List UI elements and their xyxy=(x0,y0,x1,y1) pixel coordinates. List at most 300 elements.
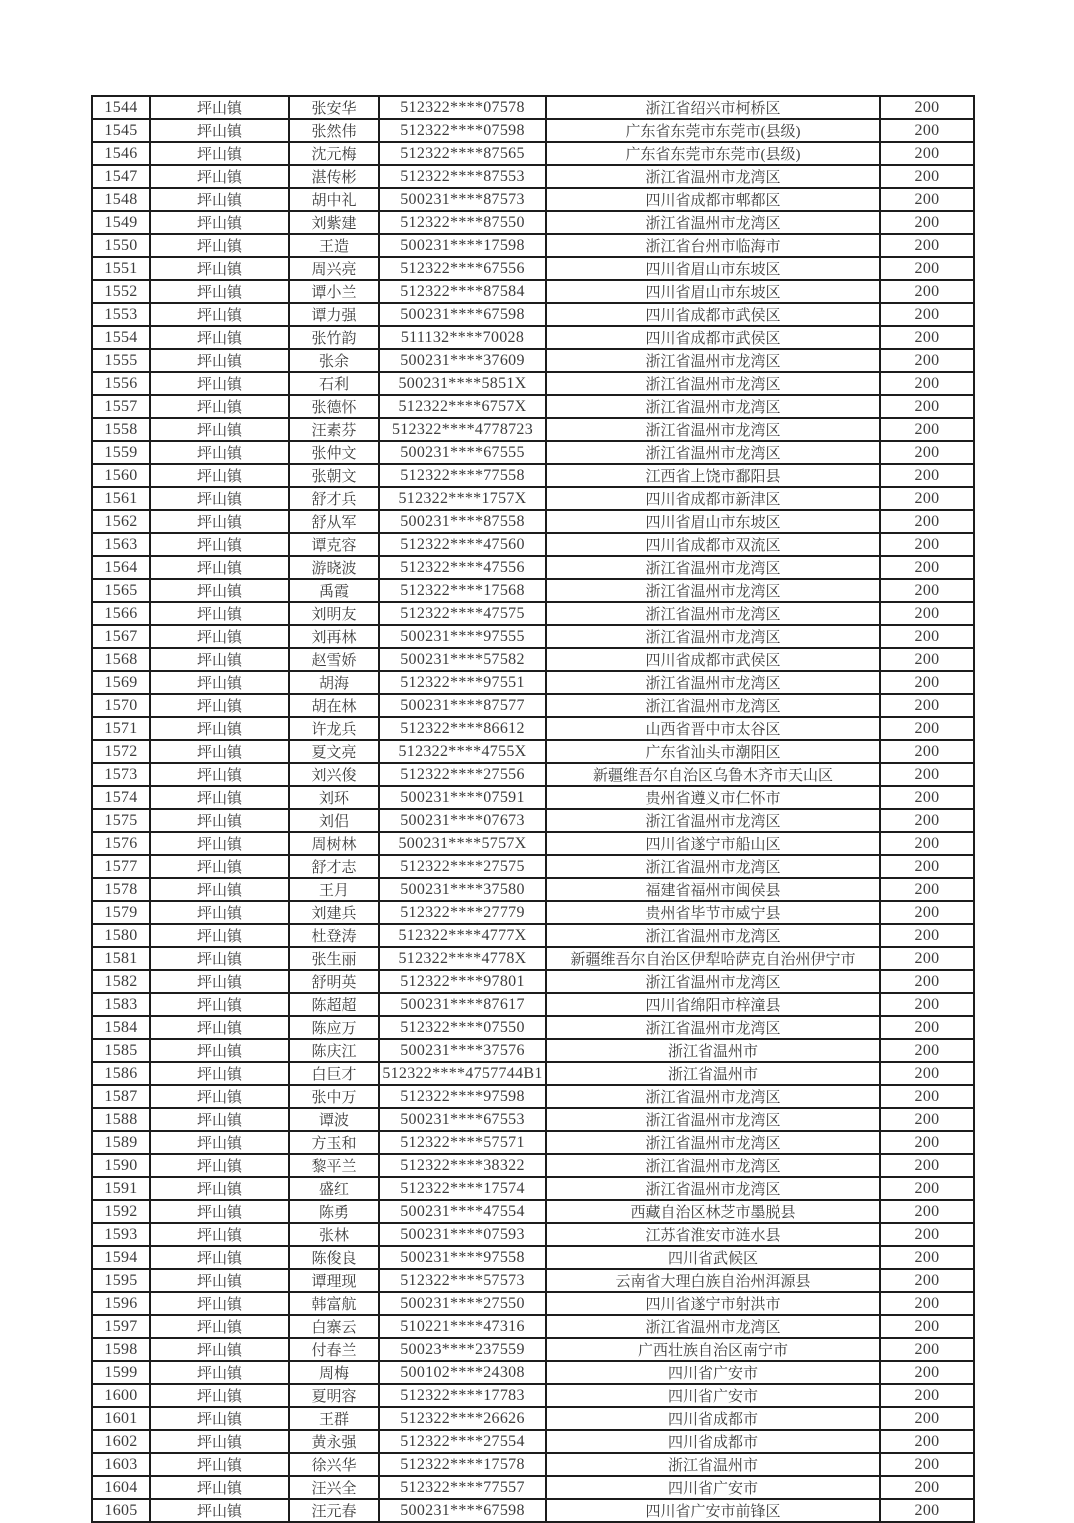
id-masked-cell: 500231****87577 xyxy=(380,695,547,718)
amount-cell: 200 xyxy=(881,856,975,879)
table-row xyxy=(91,304,975,327)
location-cell: 浙江省温州市龙湾区 xyxy=(547,672,881,695)
id-masked-cell: 512322****38322 xyxy=(380,1155,547,1178)
town-cell: 坪山镇 xyxy=(151,580,290,603)
amount-cell: 200 xyxy=(881,1063,975,1086)
id-masked-cell: 512322****4777X xyxy=(380,925,547,948)
serial-number-cell: 1546 xyxy=(91,143,151,166)
amount-cell: 200 xyxy=(881,534,975,557)
table-row xyxy=(91,1477,975,1500)
amount-cell: 200 xyxy=(881,718,975,741)
town-cell: 坪山镇 xyxy=(151,1431,290,1454)
id-masked-cell: 512322****47560 xyxy=(380,534,547,557)
table-row xyxy=(91,1385,975,1408)
serial-number-cell: 1572 xyxy=(91,741,151,764)
town-cell: 坪山镇 xyxy=(151,902,290,925)
amount-cell: 200 xyxy=(881,235,975,258)
id-masked-cell: 512322****87553 xyxy=(380,166,547,189)
serial-number-cell: 1596 xyxy=(91,1293,151,1316)
table-row xyxy=(91,1224,975,1247)
location-cell: 四川省成都市武侯区 xyxy=(547,327,881,350)
person-name-cell: 张朝文 xyxy=(290,465,380,488)
table-row xyxy=(91,603,975,626)
town-cell: 坪山镇 xyxy=(151,95,290,120)
amount-cell: 200 xyxy=(881,1040,975,1063)
location-cell: 四川省广安市 xyxy=(547,1362,881,1385)
location-cell: 浙江省温州市龙湾区 xyxy=(547,442,881,465)
person-name-cell: 白巨才 xyxy=(290,1063,380,1086)
location-cell: 四川省成都市 xyxy=(547,1431,881,1454)
id-masked-cell: 500231****5851X xyxy=(380,373,547,396)
id-masked-cell: 500231****87573 xyxy=(380,189,547,212)
location-cell: 四川省广安市前锋区 xyxy=(547,1500,881,1523)
person-name-cell: 谭克容 xyxy=(290,534,380,557)
id-masked-cell: 500231****87558 xyxy=(380,511,547,534)
serial-number-cell: 1589 xyxy=(91,1132,151,1155)
location-cell: 四川省成都市郫都区 xyxy=(547,189,881,212)
id-masked-cell: 512322****4755X xyxy=(380,741,547,764)
person-name-cell: 张安华 xyxy=(290,95,380,120)
person-name-cell: 韩富航 xyxy=(290,1293,380,1316)
id-masked-cell: 512322****77557 xyxy=(380,1477,547,1500)
location-cell: 山西省晋中市太谷区 xyxy=(547,718,881,741)
location-cell: 四川省眉山市东坡区 xyxy=(547,281,881,304)
location-cell: 浙江省温州市龙湾区 xyxy=(547,350,881,373)
serial-number-cell: 1591 xyxy=(91,1178,151,1201)
town-cell: 坪山镇 xyxy=(151,1224,290,1247)
amount-cell: 200 xyxy=(881,787,975,810)
id-masked-cell: 512322****17568 xyxy=(380,580,547,603)
id-masked-cell: 512322****26626 xyxy=(380,1408,547,1431)
table-row xyxy=(91,511,975,534)
town-cell: 坪山镇 xyxy=(151,143,290,166)
serial-number-cell: 1588 xyxy=(91,1109,151,1132)
table-row xyxy=(91,534,975,557)
serial-number-cell: 1563 xyxy=(91,534,151,557)
amount-cell: 200 xyxy=(881,1109,975,1132)
table-row xyxy=(91,258,975,281)
location-cell: 浙江省温州市龙湾区 xyxy=(547,166,881,189)
amount-cell: 200 xyxy=(881,511,975,534)
table-row xyxy=(91,120,975,143)
amount-cell: 200 xyxy=(881,1132,975,1155)
id-masked-cell: 500231****87617 xyxy=(380,994,547,1017)
person-name-cell: 方玉和 xyxy=(290,1132,380,1155)
location-cell: 浙江省温州市龙湾区 xyxy=(547,396,881,419)
serial-number-cell: 1604 xyxy=(91,1477,151,1500)
id-masked-cell: 512322****27779 xyxy=(380,902,547,925)
town-cell: 坪山镇 xyxy=(151,695,290,718)
table-row xyxy=(91,1132,975,1155)
location-cell: 浙江省温州市龙湾区 xyxy=(547,1316,881,1339)
id-masked-cell: 500231****67598 xyxy=(380,1500,547,1523)
person-name-cell: 陈超超 xyxy=(290,994,380,1017)
id-masked-cell: 500231****37609 xyxy=(380,350,547,373)
location-cell: 浙江省温州市 xyxy=(547,1063,881,1086)
serial-number-cell: 1602 xyxy=(91,1431,151,1454)
town-cell: 坪山镇 xyxy=(151,534,290,557)
id-masked-cell: 500231****57582 xyxy=(380,649,547,672)
amount-cell: 200 xyxy=(881,626,975,649)
town-cell: 坪山镇 xyxy=(151,787,290,810)
serial-number-cell: 1587 xyxy=(91,1086,151,1109)
amount-cell: 200 xyxy=(881,810,975,833)
person-name-cell: 陈应万 xyxy=(290,1017,380,1040)
id-masked-cell: 512322****4757744B1 xyxy=(380,1063,547,1086)
town-cell: 坪山镇 xyxy=(151,1500,290,1523)
serial-number-cell: 1552 xyxy=(91,281,151,304)
town-cell: 坪山镇 xyxy=(151,1454,290,1477)
person-name-cell: 张余 xyxy=(290,350,380,373)
amount-cell: 200 xyxy=(881,350,975,373)
person-name-cell: 王群 xyxy=(290,1408,380,1431)
table-row xyxy=(91,1431,975,1454)
person-name-cell: 湛传彬 xyxy=(290,166,380,189)
location-cell: 江西省上饶市鄱阳县 xyxy=(547,465,881,488)
person-name-cell: 谭力强 xyxy=(290,304,380,327)
town-cell: 坪山镇 xyxy=(151,189,290,212)
table-row xyxy=(91,1086,975,1109)
location-cell: 浙江省温州市龙湾区 xyxy=(547,557,881,580)
person-name-cell: 刘建兵 xyxy=(290,902,380,925)
location-cell: 浙江省温州市龙湾区 xyxy=(547,1132,881,1155)
table-row xyxy=(91,1201,975,1224)
table-row xyxy=(91,327,975,350)
amount-cell: 200 xyxy=(881,166,975,189)
amount-cell: 200 xyxy=(881,879,975,902)
serial-number-cell: 1557 xyxy=(91,396,151,419)
location-cell: 云南省大理白族自治州洱源县 xyxy=(547,1270,881,1293)
serial-number-cell: 1593 xyxy=(91,1224,151,1247)
serial-number-cell: 1603 xyxy=(91,1454,151,1477)
serial-number-cell: 1594 xyxy=(91,1247,151,1270)
person-name-cell: 赵雪娇 xyxy=(290,649,380,672)
amount-cell: 200 xyxy=(881,1293,975,1316)
serial-number-cell: 1560 xyxy=(91,465,151,488)
amount-cell: 200 xyxy=(881,120,975,143)
id-masked-cell: 512322****47575 xyxy=(380,603,547,626)
person-name-cell: 张林 xyxy=(290,1224,380,1247)
table-row xyxy=(91,1293,975,1316)
person-name-cell: 陈庆江 xyxy=(290,1040,380,1063)
town-cell: 坪山镇 xyxy=(151,1247,290,1270)
serial-number-cell: 1547 xyxy=(91,166,151,189)
amount-cell: 200 xyxy=(881,603,975,626)
table-row xyxy=(91,948,975,971)
amount-cell: 200 xyxy=(881,695,975,718)
id-masked-cell: 512322****57573 xyxy=(380,1270,547,1293)
table-row xyxy=(91,718,975,741)
id-masked-cell: 512322****07598 xyxy=(380,120,547,143)
person-name-cell: 黄永强 xyxy=(290,1431,380,1454)
table-row xyxy=(91,1109,975,1132)
serial-number-cell: 1578 xyxy=(91,879,151,902)
amount-cell: 200 xyxy=(881,833,975,856)
serial-number-cell: 1582 xyxy=(91,971,151,994)
town-cell: 坪山镇 xyxy=(151,1477,290,1500)
town-cell: 坪山镇 xyxy=(151,350,290,373)
location-cell: 浙江省温州市龙湾区 xyxy=(547,1086,881,1109)
table-row xyxy=(91,1339,975,1362)
id-masked-cell: 512322****07550 xyxy=(380,1017,547,1040)
id-masked-cell: 500231****27550 xyxy=(380,1293,547,1316)
amount-cell: 200 xyxy=(881,1155,975,1178)
town-cell: 坪山镇 xyxy=(151,327,290,350)
location-cell: 四川省成都市新津区 xyxy=(547,488,881,511)
serial-number-cell: 1573 xyxy=(91,764,151,787)
roster-table-body xyxy=(91,95,975,1523)
town-cell: 坪山镇 xyxy=(151,1178,290,1201)
serial-number-cell: 1599 xyxy=(91,1362,151,1385)
location-cell: 四川省成都市 xyxy=(547,1408,881,1431)
town-cell: 坪山镇 xyxy=(151,1040,290,1063)
town-cell: 坪山镇 xyxy=(151,120,290,143)
id-masked-cell: 50023****237559 xyxy=(380,1339,547,1362)
location-cell: 四川省眉山市东坡区 xyxy=(547,258,881,281)
amount-cell: 200 xyxy=(881,396,975,419)
table-row xyxy=(91,994,975,1017)
id-masked-cell: 512322****17783 xyxy=(380,1385,547,1408)
town-cell: 坪山镇 xyxy=(151,1155,290,1178)
table-row xyxy=(91,350,975,373)
table-row xyxy=(91,1155,975,1178)
id-masked-cell: 500231****37576 xyxy=(380,1040,547,1063)
town-cell: 坪山镇 xyxy=(151,511,290,534)
person-name-cell: 舒明英 xyxy=(290,971,380,994)
id-masked-cell: 500231****07593 xyxy=(380,1224,547,1247)
table-row xyxy=(91,1316,975,1339)
id-masked-cell: 512322****97598 xyxy=(380,1086,547,1109)
person-name-cell: 杜登涛 xyxy=(290,925,380,948)
roster-table xyxy=(91,95,975,1523)
id-masked-cell: 500231****5757X xyxy=(380,833,547,856)
town-cell: 坪山镇 xyxy=(151,1086,290,1109)
location-cell: 浙江省温州市龙湾区 xyxy=(547,1178,881,1201)
amount-cell: 200 xyxy=(881,143,975,166)
serial-number-cell: 1548 xyxy=(91,189,151,212)
person-name-cell: 刘明友 xyxy=(290,603,380,626)
id-masked-cell: 512322****87550 xyxy=(380,212,547,235)
town-cell: 坪山镇 xyxy=(151,1362,290,1385)
serial-number-cell: 1566 xyxy=(91,603,151,626)
location-cell: 广东省东莞市东莞市(县级) xyxy=(547,120,881,143)
amount-cell: 200 xyxy=(881,1201,975,1224)
amount-cell: 200 xyxy=(881,1017,975,1040)
serial-number-cell: 1551 xyxy=(91,258,151,281)
town-cell: 坪山镇 xyxy=(151,1408,290,1431)
location-cell: 浙江省温州市龙湾区 xyxy=(547,810,881,833)
table-row xyxy=(91,1454,975,1477)
serial-number-cell: 1595 xyxy=(91,1270,151,1293)
town-cell: 坪山镇 xyxy=(151,1385,290,1408)
amount-cell: 200 xyxy=(881,580,975,603)
amount-cell: 200 xyxy=(881,1431,975,1454)
location-cell: 浙江省温州市 xyxy=(547,1040,881,1063)
person-name-cell: 石利 xyxy=(290,373,380,396)
table-row xyxy=(91,143,975,166)
town-cell: 坪山镇 xyxy=(151,603,290,626)
table-row xyxy=(91,1178,975,1201)
person-name-cell: 沈元梅 xyxy=(290,143,380,166)
person-name-cell: 陈俊良 xyxy=(290,1247,380,1270)
serial-number-cell: 1558 xyxy=(91,419,151,442)
amount-cell: 200 xyxy=(881,1500,975,1523)
amount-cell: 200 xyxy=(881,1408,975,1431)
amount-cell: 200 xyxy=(881,1178,975,1201)
table-row xyxy=(91,166,975,189)
table-row xyxy=(91,764,975,787)
town-cell: 坪山镇 xyxy=(151,810,290,833)
amount-cell: 200 xyxy=(881,1270,975,1293)
serial-number-cell: 1559 xyxy=(91,442,151,465)
serial-number-cell: 1600 xyxy=(91,1385,151,1408)
person-name-cell: 盛红 xyxy=(290,1178,380,1201)
id-masked-cell: 512322****97801 xyxy=(380,971,547,994)
serial-number-cell: 1555 xyxy=(91,350,151,373)
person-name-cell: 刘兴俊 xyxy=(290,764,380,787)
amount-cell: 200 xyxy=(881,1247,975,1270)
table-row xyxy=(91,902,975,925)
amount-cell: 200 xyxy=(881,971,975,994)
town-cell: 坪山镇 xyxy=(151,1063,290,1086)
location-cell: 浙江省温州市 xyxy=(547,1454,881,1477)
amount-cell: 200 xyxy=(881,925,975,948)
serial-number-cell: 1583 xyxy=(91,994,151,1017)
table-row xyxy=(91,833,975,856)
serial-number-cell: 1598 xyxy=(91,1339,151,1362)
id-masked-cell: 512322****27556 xyxy=(380,764,547,787)
id-masked-cell: 512322****87565 xyxy=(380,143,547,166)
location-cell: 浙江省台州市临海市 xyxy=(547,235,881,258)
table-row xyxy=(91,1063,975,1086)
person-name-cell: 谭理现 xyxy=(290,1270,380,1293)
serial-number-cell: 1581 xyxy=(91,948,151,971)
person-name-cell: 陈勇 xyxy=(290,1201,380,1224)
location-cell: 浙江省温州市龙湾区 xyxy=(547,1017,881,1040)
id-masked-cell: 500231****97558 xyxy=(380,1247,547,1270)
serial-number-cell: 1576 xyxy=(91,833,151,856)
serial-number-cell: 1556 xyxy=(91,373,151,396)
amount-cell: 200 xyxy=(881,1339,975,1362)
location-cell: 浙江省绍兴市柯桥区 xyxy=(547,95,881,120)
amount-cell: 200 xyxy=(881,327,975,350)
table-row xyxy=(91,879,975,902)
town-cell: 坪山镇 xyxy=(151,833,290,856)
person-name-cell: 周兴亮 xyxy=(290,258,380,281)
id-masked-cell: 512322****07578 xyxy=(380,95,547,120)
person-name-cell: 舒才兵 xyxy=(290,488,380,511)
id-masked-cell: 500231****07673 xyxy=(380,810,547,833)
person-name-cell: 周树林 xyxy=(290,833,380,856)
person-name-cell: 张德怀 xyxy=(290,396,380,419)
amount-cell: 200 xyxy=(881,1477,975,1500)
person-name-cell: 刘环 xyxy=(290,787,380,810)
town-cell: 坪山镇 xyxy=(151,1339,290,1362)
town-cell: 坪山镇 xyxy=(151,557,290,580)
location-cell: 浙江省温州市龙湾区 xyxy=(547,212,881,235)
location-cell: 四川省成都市双流区 xyxy=(547,534,881,557)
town-cell: 坪山镇 xyxy=(151,1316,290,1339)
town-cell: 坪山镇 xyxy=(151,1270,290,1293)
town-cell: 坪山镇 xyxy=(151,235,290,258)
table-row xyxy=(91,1270,975,1293)
id-masked-cell: 512322****57571 xyxy=(380,1132,547,1155)
person-name-cell: 舒从军 xyxy=(290,511,380,534)
id-masked-cell: 512322****87584 xyxy=(380,281,547,304)
table-row xyxy=(91,856,975,879)
location-cell: 四川省武候区 xyxy=(547,1247,881,1270)
location-cell: 浙江省温州市龙湾区 xyxy=(547,626,881,649)
town-cell: 坪山镇 xyxy=(151,396,290,419)
id-masked-cell: 512322****17574 xyxy=(380,1178,547,1201)
town-cell: 坪山镇 xyxy=(151,304,290,327)
amount-cell: 200 xyxy=(881,1224,975,1247)
location-cell: 新疆维吾尔自治区乌鲁木齐市天山区 xyxy=(547,764,881,787)
id-masked-cell: 512322****47556 xyxy=(380,557,547,580)
amount-cell: 200 xyxy=(881,373,975,396)
id-masked-cell: 500231****47554 xyxy=(380,1201,547,1224)
town-cell: 坪山镇 xyxy=(151,1293,290,1316)
serial-number-cell: 1597 xyxy=(91,1316,151,1339)
person-name-cell: 舒才志 xyxy=(290,856,380,879)
person-name-cell: 刘再林 xyxy=(290,626,380,649)
location-cell: 浙江省温州市龙湾区 xyxy=(547,603,881,626)
table-row xyxy=(91,741,975,764)
serial-number-cell: 1550 xyxy=(91,235,151,258)
person-name-cell: 周梅 xyxy=(290,1362,380,1385)
amount-cell: 200 xyxy=(881,212,975,235)
amount-cell: 200 xyxy=(881,764,975,787)
person-name-cell: 张生丽 xyxy=(290,948,380,971)
town-cell: 坪山镇 xyxy=(151,741,290,764)
serial-number-cell: 1574 xyxy=(91,787,151,810)
serial-number-cell: 1570 xyxy=(91,695,151,718)
serial-number-cell: 1549 xyxy=(91,212,151,235)
town-cell: 坪山镇 xyxy=(151,994,290,1017)
town-cell: 坪山镇 xyxy=(151,212,290,235)
person-name-cell: 张中万 xyxy=(290,1086,380,1109)
location-cell: 四川省广安市 xyxy=(547,1385,881,1408)
id-masked-cell: 512322****4778723 xyxy=(380,419,547,442)
table-row xyxy=(91,281,975,304)
serial-number-cell: 1585 xyxy=(91,1040,151,1063)
table-row xyxy=(91,235,975,258)
amount-cell: 200 xyxy=(881,442,975,465)
person-name-cell: 胡在林 xyxy=(290,695,380,718)
amount-cell: 200 xyxy=(881,1086,975,1109)
person-name-cell: 张仲文 xyxy=(290,442,380,465)
table-row xyxy=(91,925,975,948)
amount-cell: 200 xyxy=(881,419,975,442)
serial-number-cell: 1545 xyxy=(91,120,151,143)
location-cell: 四川省广安市 xyxy=(547,1477,881,1500)
amount-cell: 200 xyxy=(881,281,975,304)
id-masked-cell: 512322****77558 xyxy=(380,465,547,488)
table-row xyxy=(91,649,975,672)
person-name-cell: 徐兴华 xyxy=(290,1454,380,1477)
table-row xyxy=(91,373,975,396)
location-cell: 浙江省温州市龙湾区 xyxy=(547,971,881,994)
amount-cell: 200 xyxy=(881,994,975,1017)
amount-cell: 200 xyxy=(881,672,975,695)
table-row xyxy=(91,442,975,465)
person-name-cell: 许龙兵 xyxy=(290,718,380,741)
person-name-cell: 胡中礼 xyxy=(290,189,380,212)
id-masked-cell: 512322****67556 xyxy=(380,258,547,281)
person-name-cell: 王造 xyxy=(290,235,380,258)
person-name-cell: 夏明容 xyxy=(290,1385,380,1408)
town-cell: 坪山镇 xyxy=(151,442,290,465)
